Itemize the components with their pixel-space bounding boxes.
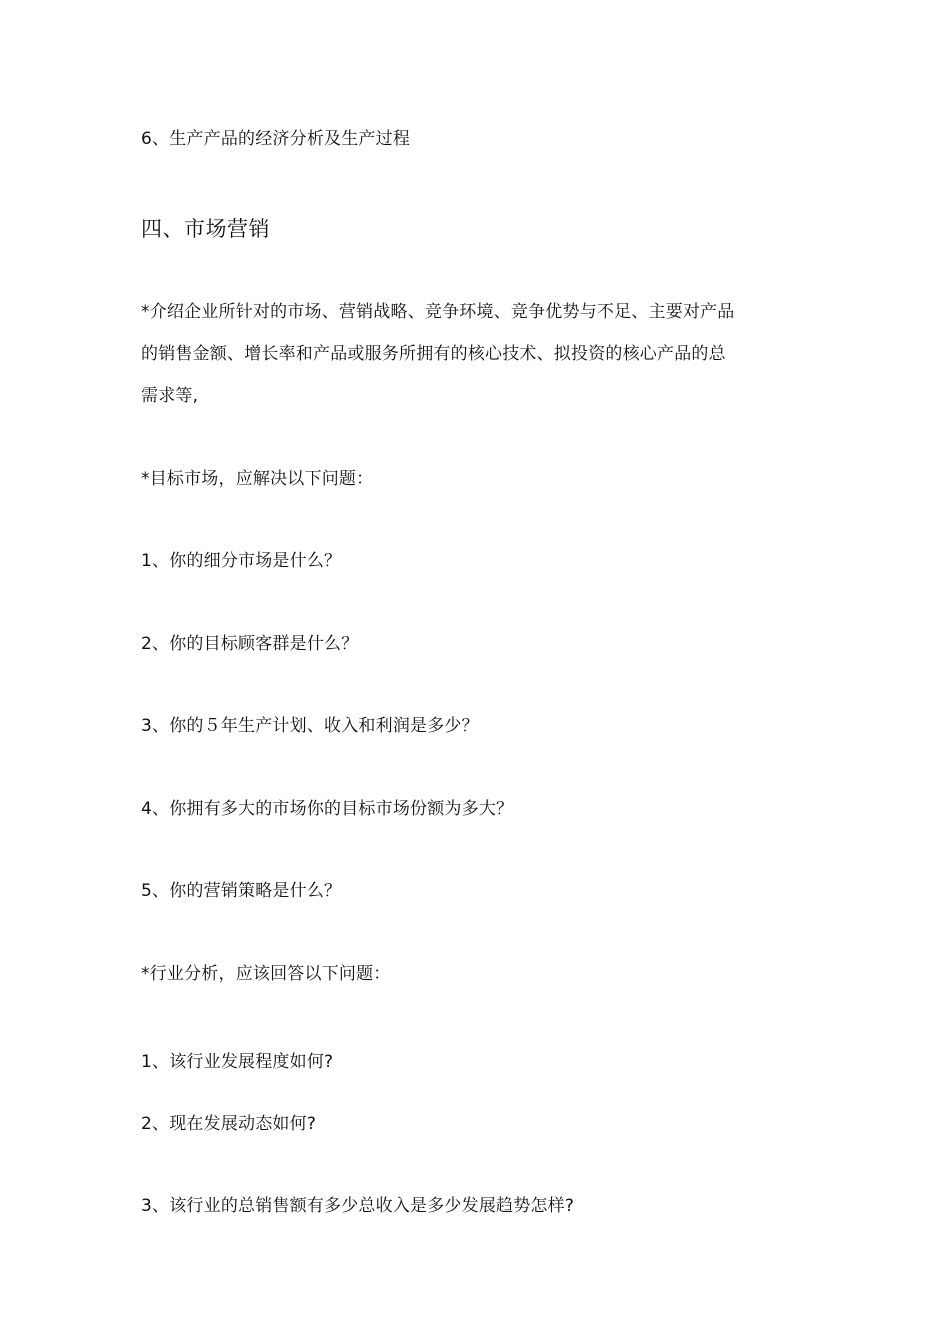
target-market-question-2: 2、你的目标顾客群是什么？	[141, 634, 359, 654]
intro-paragraph-line-3: 需求等,	[141, 386, 199, 406]
target-market-question-5: 5、你的营销策略是什么？	[141, 881, 342, 901]
target-market-heading: *目标市场，应解决以下问题：	[141, 469, 374, 489]
intro-paragraph-line-1: *介绍企业所针对的市场、营销战略、竞争环境、竞争优势与不足、主要对产品	[141, 302, 735, 322]
industry-question-2: 2、现在发展动态如何?	[141, 1114, 317, 1134]
target-market-question-4: 4、你拥有多大的市场你的目标市场份额为多大？	[141, 799, 514, 819]
industry-question-3: 3、该行业的总销售额有多少总收入是多少发展趋势怎样?	[141, 1196, 575, 1216]
industry-question-1: 1、该行业发展程度如何?	[141, 1052, 334, 1072]
production-item-line: 6、生产产品的经济分析及生产过程	[141, 129, 411, 149]
target-market-question-1: 1、你的细分市场是什么？	[141, 551, 342, 571]
target-market-question-3: 3、你的５年生产计划、收入和利润是多少？	[141, 716, 479, 736]
industry-analysis-heading: *行业分析，应该回答以下问题：	[141, 964, 391, 984]
section-heading-marketing: 四、市场营销	[141, 217, 270, 241]
intro-paragraph-line-2: 的销售金额、增长率和产品或服务所拥有的核心技术、拟投资的核心产品的总	[141, 344, 726, 364]
